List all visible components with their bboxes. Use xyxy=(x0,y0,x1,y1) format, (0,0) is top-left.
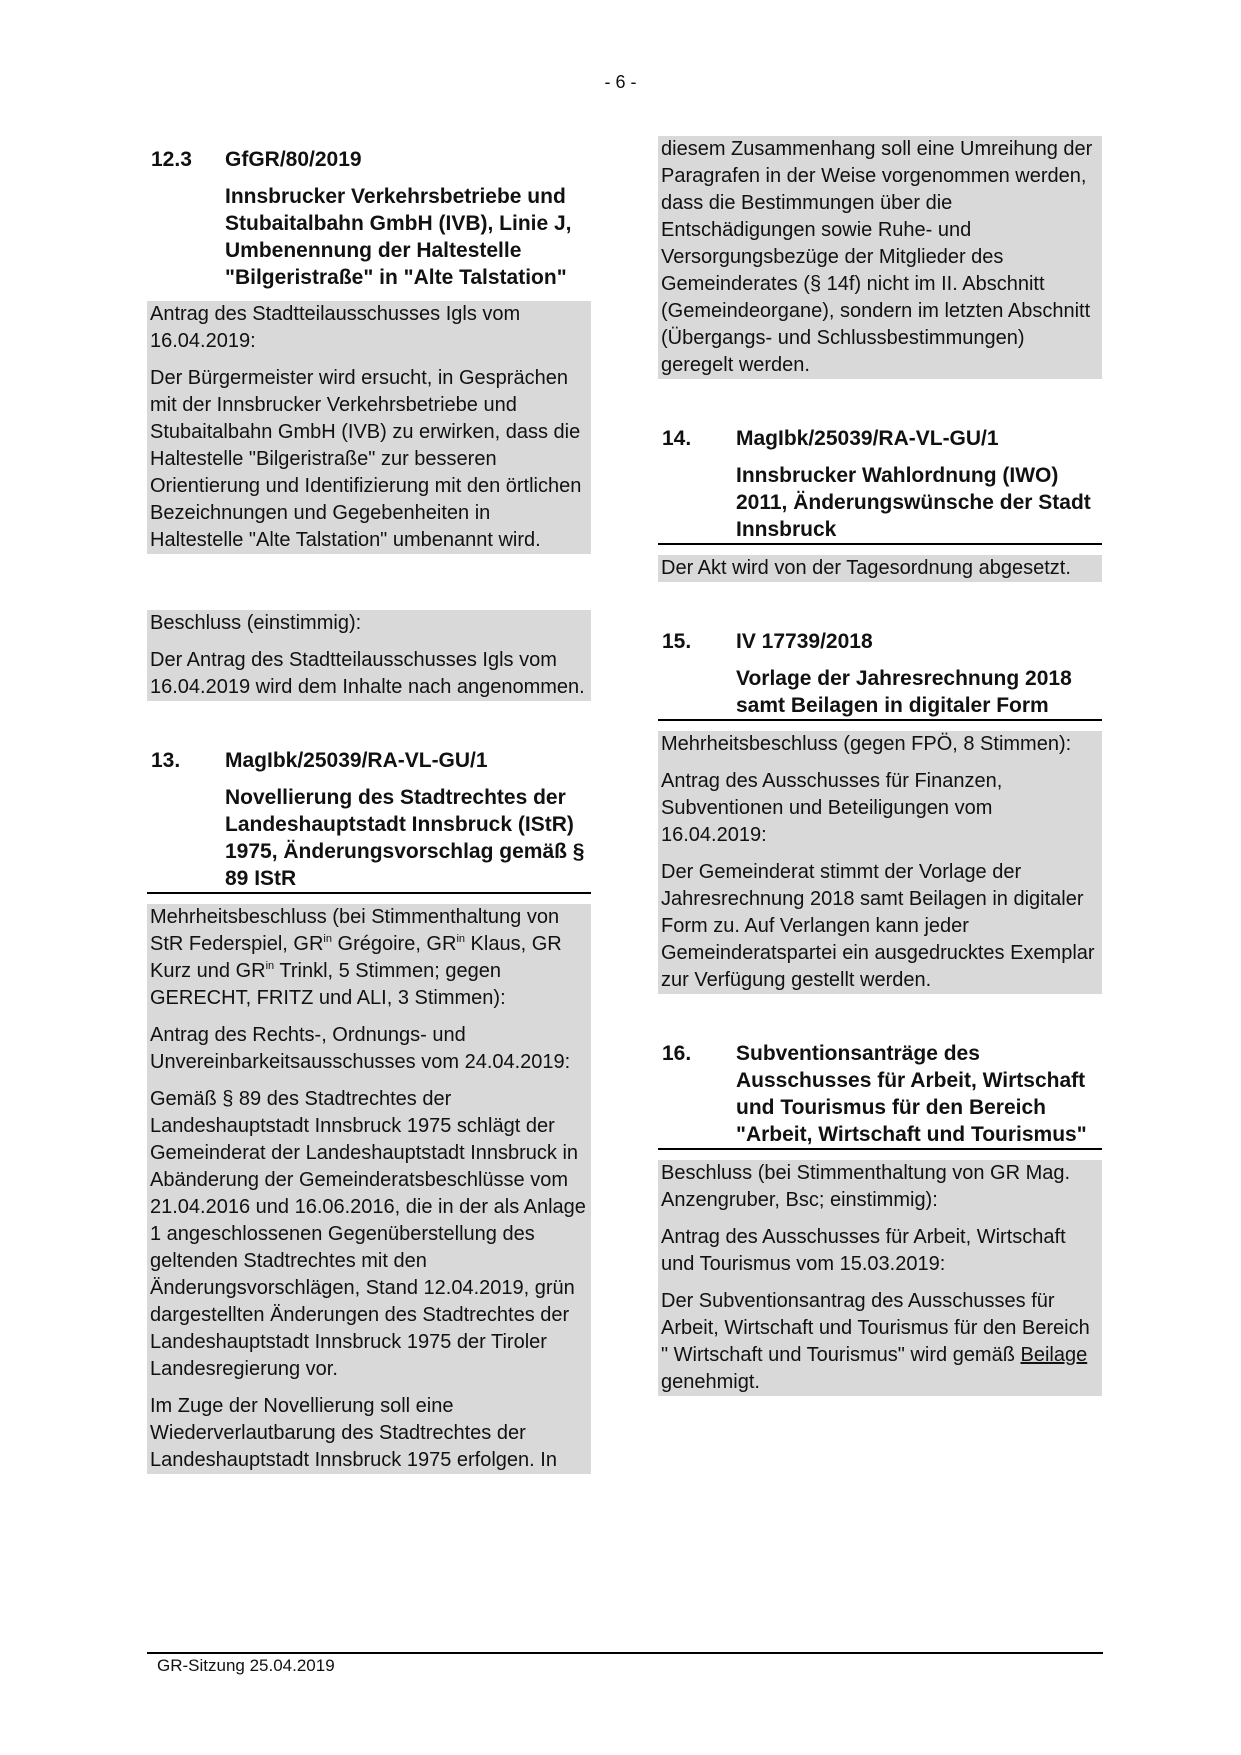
beschluss-text: Mehrheitsbeschluss (gegen FPÖ, 8 Stimmen): xyxy=(661,733,1072,755)
beilage-link[interactable]: Beilage xyxy=(1020,1344,1088,1366)
antrag-heading: Antrag des Ausschusses für Arbeit, Wirtschaft und Tourismus vom 15.03.2019: xyxy=(661,1226,1066,1275)
item-code: MagIbk/25039/RA-VL-GU/1 xyxy=(736,427,999,450)
item-number: 12.3 xyxy=(151,148,192,171)
item-number: 13. xyxy=(151,749,181,772)
item-13-box xyxy=(147,904,591,1474)
antrag-heading: Antrag des Ausschusses für Finanzen, Subventionen und Beteiligungen vom 16.04.2019: xyxy=(661,770,1003,846)
item-title: Innsbrucker Verkehrsbetriebe und Stubaitalbahn GmbH (IVB), Linie J, Umbenennung der Haltestelle "Bilgeristraße" in "Alte Talstation" xyxy=(225,185,572,289)
item-12-3-heading xyxy=(151,146,591,173)
item-16-box xyxy=(658,1160,1102,1396)
item-number: 14. xyxy=(662,427,692,450)
item-title: Vorlage der Jahresrechnung 2018 samt Beilagen in digitaler Form xyxy=(736,667,1072,717)
footer: GR-Sitzung 25.04.2019 xyxy=(157,1656,335,1675)
item-14-header xyxy=(658,425,1102,545)
beschluss-text: Mehrheitsbeschluss (bei Stimmenthaltung von StR Federspiel, $GR^{in}$ Grégoire, $GR^{in}$ Klaus, GR Kurz und $GR^{in}$ Trinkl, 5 Stimmen; gegen GERECHT, FRITZ und ALI, 3 Stimmen): xyxy=(150,906,562,1009)
item-13-header xyxy=(147,747,591,894)
item-title: Subventionsanträge des Ausschusses für Arbeit, Wirtschaft und Tourismus für den Bereich "Arbeit, Wirtschaft und Tourismus" xyxy=(736,1042,1087,1146)
beschluss-box xyxy=(147,610,591,701)
item-13-continuation-box xyxy=(658,136,1102,379)
item-title: Innsbrucker Wahlordnung (IWO) 2011, Änderungswünsche der Stadt Innsbruck xyxy=(736,464,1091,541)
item-code: MagIbk/25039/RA-VL-GU/1 xyxy=(225,749,488,772)
right-column xyxy=(658,136,1102,1396)
item-14-text: Der Akt wird von der Tagesordnung abgesetzt. xyxy=(661,557,1071,579)
antrag-text-1: Gemäß § 89 des Stadtrechtes der Landeshauptstadt Innsbruck 1975 schlägt der Gemeinderat der Landeshauptstadt Innsbruck in Abänderung der Gemeinderatsbeschlüsse vom 21.04.2016 und 16.06.2016, die in der als Anlage 1 angeschlossenen Gegenüberstellung des geltenden Stadtrechtes mit den Änderungsvorschlägen, Stand 12.04.2019, grün dargestellten Änderungen des Stadtrechtes der Landeshauptstadt Innsbruck 1975 der Tiroler Landesregierung vor. xyxy=(150,1088,586,1380)
beschluss-text: Der Antrag des Stadtteilausschusses Igls vom 16.04.2019 wird dem Inhalte nach angenommen. xyxy=(150,649,585,698)
item-number: 15. xyxy=(662,630,692,653)
item-14-box xyxy=(658,555,1102,582)
antrag-text-2: Im Zuge der Novellierung soll eine Wiederverlautbarung des Stadtrechtes der Landeshauptstadt Innsbruck 1975 erfolgen. In xyxy=(150,1395,557,1471)
item-15-box xyxy=(658,731,1102,994)
footer-rule xyxy=(147,1652,1103,1654)
left-column xyxy=(147,146,591,1474)
beschluss-text: Beschluss (bei Stimmenthaltung von GR Mag. Anzengruber, Bsc; einstimmig): xyxy=(661,1162,1071,1211)
item-number: 16. xyxy=(662,1042,692,1065)
antrag-text: Der Bürgermeister wird ersucht, in Gesprächen mit der Innsbrucker Verkehrsbetriebe und Stubaitalbahn GmbH (IVB) zu erwirken, dass die Haltestelle "Bilgeristraße" zur besseren Orientierung und Identifizierung mit den örtlichen Bezeichnungen und Gegebenheiten in Haltestelle "Alte Talstation" umbenannt wird. xyxy=(150,367,582,551)
item-title: Novellierung des Stadtrechtes der Landeshauptstadt Innsbruck (IStR) 1975, Änderungsvorschlag gemäß § 89 IStR xyxy=(225,786,585,890)
item-14-heading xyxy=(662,425,1102,452)
antrag-text: Der Gemeinderat stimmt der Vorlage der Jahresrechnung 2018 samt Beilagen in digitaler Form zu. Auf Verlangen kann jeder Gemeinderatspartei ein ausgedrucktes Exemplar zur Verfügung gestellt werden. xyxy=(661,861,1095,991)
antrag-box xyxy=(147,301,591,554)
antrag-text-2-cont: diesem Zusammenhang soll eine Umreihung der Paragrafen in der Weise vorgenommen werden, dass die Bestimmungen über die Entschädigungen sowie Ruhe- und Versorgungsbezüge der Mitglieder des Gemeinderates (§ 14f) nicht im II. Abschnitt (Gemeindeorgane), sondern im letzten Abschnitt (Übergangs- und Schlussbestimmungen) geregelt werden. xyxy=(661,138,1093,376)
item-16-heading xyxy=(662,1040,1102,1148)
antrag-heading: Antrag des Rechts-, Ordnungs- und Unvereinbarkeitsausschusses vom 24.04.2019: xyxy=(150,1024,571,1073)
item-15-heading xyxy=(662,628,1102,655)
page-number: - 6 - xyxy=(604,72,637,92)
item-16-header xyxy=(658,1040,1102,1150)
beschluss-heading: Beschluss (einstimmig): xyxy=(150,612,362,634)
item-13-heading xyxy=(151,747,591,774)
antrag-heading: Antrag des Stadtteilausschusses Igls vom 16.04.2019: xyxy=(150,303,521,352)
item-15-header xyxy=(658,628,1102,721)
antrag-text: Der Subventionsantrag des Ausschusses für Arbeit, Wirtschaft und Tourismus für den Bereich " Wirtschaft und Tourismus" wird gemäß Beilage genehmigt. xyxy=(661,1290,1090,1393)
item-code: GfGR/80/2019 xyxy=(225,148,362,171)
item-code: IV 17739/2018 xyxy=(736,630,873,653)
